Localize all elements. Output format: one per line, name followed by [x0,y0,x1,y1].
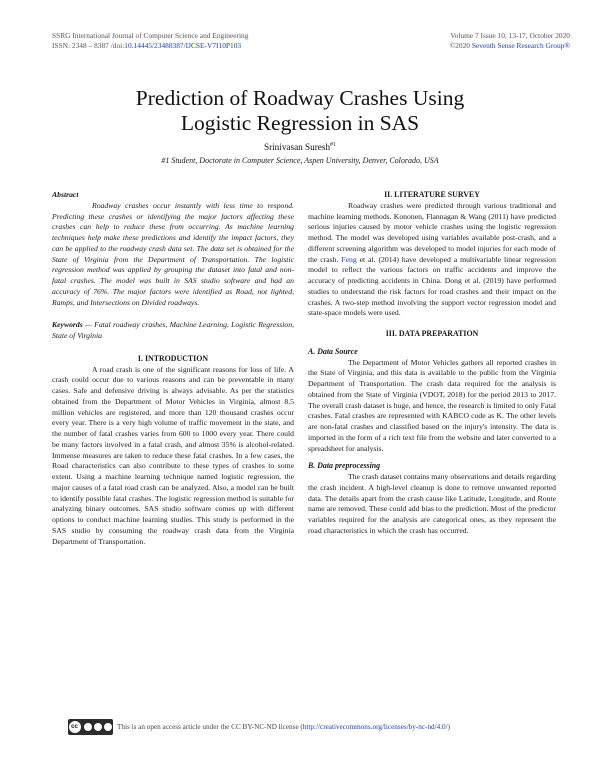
license-footer: This is an open access article under the CC BY-NC-ND license (http://creativecommons.org/licenses/by-nc-nd/4.0/) [117,723,451,731]
keywords-block [52,320,294,342]
section-literature-heading: II. LITERATURE SURVEY [384,190,480,199]
subsection-preprocessing-heading: B. Data preprocessing [308,461,381,471]
citation-link[interactable]: Feng [341,254,357,264]
doi-link[interactable]: 10.14445/23488387/IJCSE-V7I10P103 [124,41,242,50]
volume-info: Volume 7 Issue 10, 13-17, October 2020 [450,31,570,40]
journal-header [52,31,248,51]
cc-license-badge[interactable] [68,719,113,735]
keywords-heading: Keywords [52,320,83,330]
right-column [308,190,556,537]
left-column [52,190,294,547]
abstract-block [52,190,294,308]
license-link[interactable]: http://creativecommons.org/licenses/by-nc-nd/4.0/ [302,723,448,731]
nd-icon [104,723,112,731]
author-affiliation: #1 Student, Doctorate in Computer Science, Aspen University, Denver, Colorado, USA [161,156,439,165]
by-icon [84,723,92,731]
issn-line: ISSN: 2348 – 8387 /doi:10.14445/23488387/IJCSE-V7I10P103 [52,41,242,50]
subsection-data-source-heading: A. Data Source [308,346,358,356]
publisher-link[interactable]: Seventh Sense Research Group® [471,41,570,50]
introduction-text: A road crash is one of the significant reasons for loss of life. A crash could occur due to various reasons and can be preventable in many cases. Safe and defensive driving is always advisable. As per the statistics obtained from the Department of Motor Vehicles in Virginia, almost 8.5 million vehicles are registered, and more than 120 thousand crashes occur every year. There is a very high volume of traffic movement in the state, and the number of fatal crashes varies from 600 to 1000 every year. There could be many factors involved in a fatal crash, and almost 35% is alcohol-related. Immense measures are taken to reduce these fatal crashes. In a few cases, the Road characteristics can also contribute to these types of crashes to some extent. Using a machine learning technique named logistic regression, the major causes of a fatal road crash can be analyzed. Also, a model can be built to identify possible fatal crashes. The logistic regression method is suitable for analyzing binary outcomes. SAS studio software comes up with different options to conduct machine learning studies. This study is performed in the SAS studio by consuming the roadway crash data from the Virginia Department of Transportation. [52,364,294,546]
data-source-text: The Department of Motor Vehicles gathers all reported crashes in the State of Virginia, and this data is available to the public from the Virginia Department of Transportation. The crash data required for the analysis is obtained from the State of Virginia (VDOT, 2018) for the period 2013 to 2017. The overall crash dataset is huge, and hence, the research is limited to only Fatal crashes. Fatal crashes are represented with KABCO code as K. The other levels are non-fatal crashes and classified based on the injury's intensity. The data is imported in the form of a rich text file from the website and later converted to a spreadsheet for analysis. [308,357,556,453]
copyright-line: ©2020 Seventh Sense Research Group® [449,41,570,50]
volume-header [450,31,570,51]
abstract-heading: Abstract [52,190,79,199]
author-name: Srinivasan Suresh$^{\#1}$ [263,142,337,153]
journal-name: SSRG International Journal of Computer Science and Engineering [52,31,249,40]
nc-icon [94,723,102,731]
section-introduction-heading: I. INTRODUCTION [137,353,209,363]
cc-icon: cc [69,721,81,733]
paper-title: Prediction of Roadway Crashes Using Logistic Regression in SAS [135,86,465,135]
preprocessing-text: The crash dataset contains many observations and details regarding the crash incident. A high-level cleanup is done to remove unwanted reported data. The details apart from the crash cause like Latitude, Longitude, and Route name are removed. These could add bias to the prediction. Most of the predictor variables required for the analysis are categorical ones, as they represent the road characteristics in which the crash has occurred. [308,472,556,535]
abstract-text: Roadway crashes occur instantly with less time to respond. Predicting these crashes or identifying the major factors affecting these crashes can help to reduce these from occurring. As machine learning techniques help make these predictions and identify the impact factors, they can be applied to the roadway crash data set. The data set is obtained for the State of Virginia from the Department of Transportation. The logistic regression method was applied by grouping the dataset into fatal and non-fatal crashes. The model was built in SAS studio software and had an accuracy of 76%. The major factors were identified as Road, not lighted, Ramps, and Intersections on Divided roadways. [52,200,294,307]
literature-text: Roadway crashes were predicted through various traditional and machine learning methods. Kononen, Flannagan & Wang (2011) have predicted serious injuries caused by motor vehicle crashes using the logistic regression method. The model was developed using variables available post-crash, and a different screening algorithm was developed to model injuries for each mode of the crash. Feng et al. (2014) have developed a multivariable linear regression model to reflect the various factors on traffic accidents and improve the accuracy of predicting accidents in China. Dong et al. (2019) have performed studies to understand the risk factors for road crashes and their impact on the crashes. A two-step method involving the support vector regression model and state-space models were used. [308,200,556,318]
keywords-text: — Fatal roadway crashes, Machine Learning, Logistic Regression, State of Virginia [52,320,294,340]
section-data-prep-heading: III. DATA PREPARATION [385,329,479,338]
